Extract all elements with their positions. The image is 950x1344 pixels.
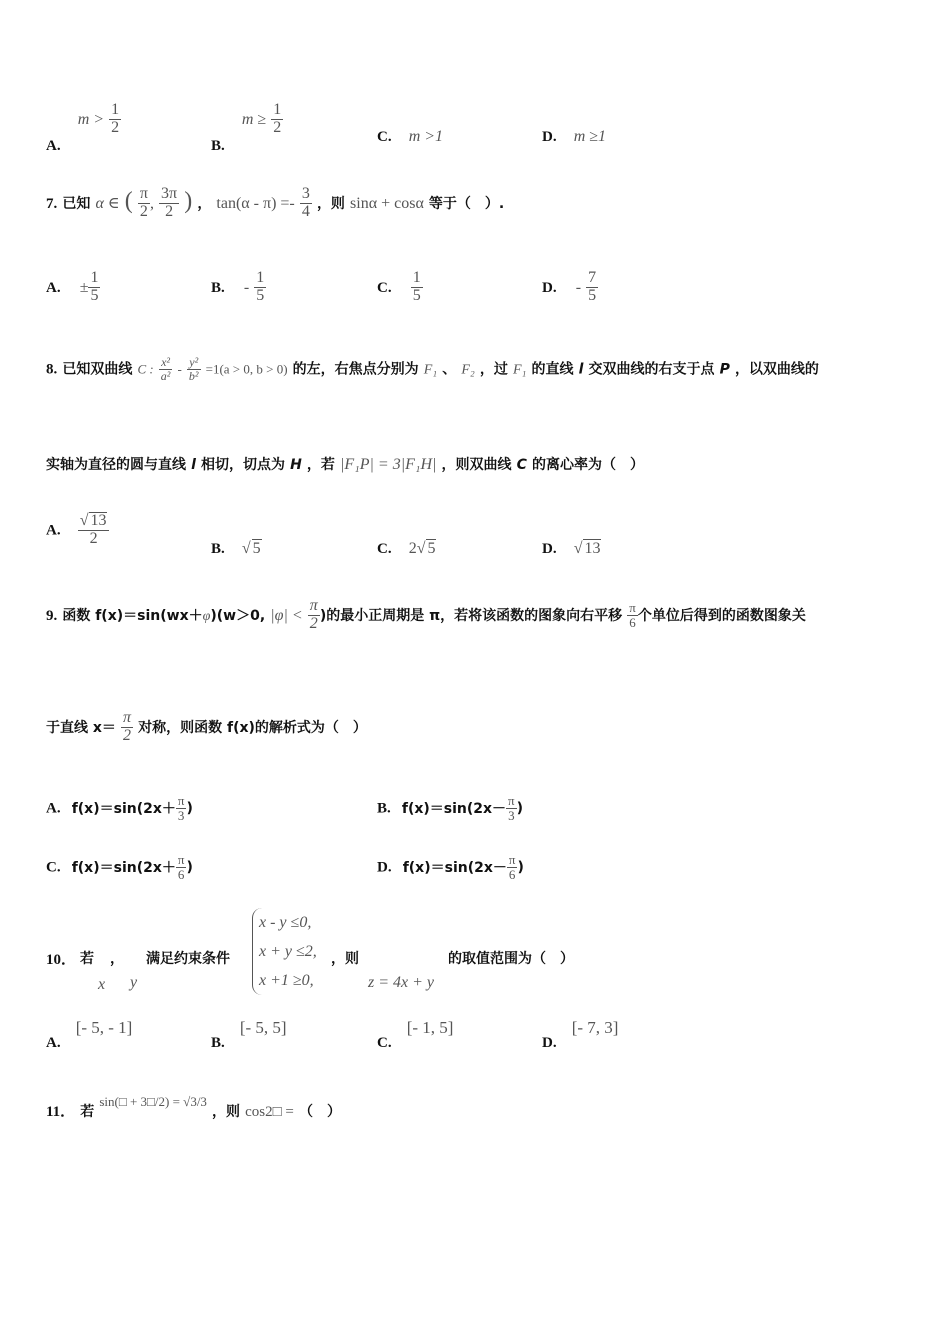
- q10-text: 满足约束条件: [146, 951, 230, 967]
- q8-text: 交双曲线的右支于点: [588, 361, 715, 378]
- option-fraction: $\frac{\pi}{3}$: [508, 793, 515, 823]
- option-label: D.: [542, 541, 557, 557]
- q9-option-b: [377, 794, 523, 822]
- q10-math-x: x: [98, 976, 106, 993]
- option-fraction: $\frac{√ 13}{2}$: [78, 512, 110, 548]
- q7-frac-3pi2: $\frac{3\pi}{2}$: [161, 185, 178, 220]
- q7-frac-pi2: $\frac{\pi}{2}$: [139, 185, 148, 220]
- q8-option-d: [542, 538, 601, 558]
- option-label: A.: [46, 800, 61, 817]
- q7-option-d: [542, 270, 598, 305]
- q8-stem-line2: [46, 454, 644, 474]
- q7-math-alpha: α ∈: [95, 194, 120, 212]
- q8-math: C :: [137, 361, 154, 377]
- q9-text: )(w＞0,: [210, 607, 266, 624]
- option-sign: -: [243, 278, 250, 296]
- q9-stem-line2: [46, 710, 367, 745]
- option-fraction: $\frac{1}{2}$: [273, 101, 282, 136]
- q9-option-a: [46, 794, 193, 822]
- option-text: ): [186, 800, 193, 817]
- question-number: 10．: [46, 952, 77, 968]
- q11-text: 若: [80, 1104, 95, 1120]
- q10-constraint: x + y ≤2,: [259, 943, 317, 960]
- q7-option-a: [46, 270, 100, 305]
- q10-constraint: x +1 ≥0,: [259, 972, 314, 989]
- q8-math: F₁: [512, 362, 527, 378]
- q11-math-cos: cos2□ =: [245, 1104, 294, 1120]
- q9-option-d: [377, 853, 524, 881]
- q9-stem-line1: [46, 598, 806, 633]
- q7-text: ，: [197, 195, 212, 212]
- option-math: m >1: [408, 128, 444, 145]
- q7-math-sum: sinα + cosα: [350, 194, 424, 212]
- option-label: C.: [377, 279, 392, 296]
- q10-option-d: [542, 1018, 619, 1051]
- q8-text: 的离心率为（ ）: [531, 457, 644, 473]
- q9-text: 于直线 x＝: [46, 719, 116, 736]
- q8-stem-line1: [46, 356, 819, 382]
- q8-text: ，过: [479, 361, 508, 378]
- option-label: D.: [542, 129, 557, 145]
- option-text: ): [186, 859, 193, 876]
- q8-math: =1(a > 0, b > 0): [205, 361, 288, 377]
- q10-text: ，: [110, 951, 124, 967]
- option-label: C.: [46, 859, 61, 876]
- option-label: A.: [46, 1035, 61, 1051]
- q10-text: ，则: [331, 951, 359, 967]
- q8-text: l: [191, 457, 196, 473]
- option-math: √ 13: [573, 540, 601, 557]
- option-sign: -: [575, 278, 582, 296]
- q7-stem: 7. 已知 α ∈ ( $\frac{\pi}{2}$ , $\frac{3\pi}{2}$ ) ， tan(α - π) =- $\frac{3}{4}$ ，则 sinα + cosα 等于（ ）.: [46, 185, 505, 220]
- q10-text: 若: [80, 951, 94, 967]
- option-fraction: $\frac{\pi}{3}$: [177, 793, 185, 823]
- q8-frac-y2b2: $\frac{\text{y²}}{\text{b²}}$: [188, 355, 199, 383]
- q7-frac-34: $\frac{3}{4}$: [301, 185, 310, 220]
- q6-option-c: [377, 126, 443, 146]
- option-math: [- 5, - 1]: [75, 1018, 133, 1037]
- option-fraction: $\frac{\pi}{6}$: [177, 852, 185, 882]
- q9-option-c: [46, 853, 193, 881]
- q7-text: ，则: [316, 195, 345, 212]
- option-label: B.: [377, 800, 391, 817]
- q9-text: 函数 f(x)＝sin(wx＋: [62, 607, 203, 624]
- q8-math: -: [177, 361, 182, 377]
- option-text: f(x)＝sin(2x－: [401, 800, 507, 817]
- option-fraction: $\frac{7}{5}$: [588, 269, 597, 304]
- q8-option-b: [211, 538, 262, 558]
- question-number: 8.: [46, 361, 58, 378]
- option-math: [- 7, 3]: [571, 1018, 619, 1037]
- option-fraction: $\frac{1}{5}$: [412, 269, 421, 304]
- question-number: 9.: [46, 607, 58, 624]
- q9-math: φ: [202, 608, 211, 624]
- q9-frac-pi2-b: $\frac{\pi}{2}$: [123, 709, 132, 744]
- q11-text: ，则: [212, 1104, 241, 1120]
- option-math: m ≥: [241, 110, 267, 128]
- q10-option-c: [377, 1018, 454, 1051]
- q7-text: 已知: [62, 195, 91, 212]
- q6-option-a: [46, 101, 121, 154]
- q8-text: 相切，切点为: [201, 457, 285, 473]
- q8-text: ，若: [306, 457, 335, 473]
- option-math: 2√ 5: [408, 540, 436, 557]
- option-fraction: $\frac{1}{5}$: [256, 269, 265, 304]
- option-label: C.: [377, 129, 392, 145]
- q7-math-tan: tan(α - π) =-: [216, 194, 295, 212]
- q10-math-y: y: [130, 974, 138, 991]
- q10-constraint: x - y ≤0,: [259, 914, 312, 931]
- q7-text: 等于（ ）.: [428, 195, 505, 212]
- paren-open: (: [124, 187, 133, 214]
- q10-option-b: [211, 1018, 287, 1051]
- q6-option-b: [211, 101, 283, 154]
- option-math: m ≥1: [573, 128, 607, 145]
- q10-option-a: [46, 1018, 133, 1051]
- option-fraction: $\frac{1}{2}$: [111, 101, 120, 136]
- option-label: D.: [542, 279, 557, 296]
- q9-frac-pi2: $\frac{\pi}{2}$: [309, 597, 318, 632]
- q9-text: )的最小正周期是 π，若将该函数的图象向右平移: [319, 607, 623, 624]
- q8-text: ，以双曲线的: [734, 361, 819, 378]
- q8-option-c: [377, 538, 436, 558]
- q8-text: 已知双曲线: [62, 361, 133, 378]
- option-label: A.: [46, 137, 61, 154]
- option-label: B.: [211, 279, 225, 296]
- q8-math: F₂: [461, 362, 475, 378]
- q8-text: P: [719, 361, 730, 378]
- option-label: D.: [377, 859, 392, 876]
- q6-option-d: [542, 126, 606, 146]
- q7-option-b: [211, 270, 266, 305]
- option-text: f(x)＝sin(2x＋: [71, 859, 176, 876]
- q9-frac-pi6: $\frac{\pi}{6}$: [629, 600, 636, 630]
- option-label: C.: [377, 1035, 392, 1051]
- option-math: m >: [77, 110, 105, 128]
- option-text: ): [516, 800, 524, 817]
- option-sign: ±: [79, 278, 89, 296]
- q9-math: |φ| <: [270, 606, 303, 624]
- q8-text: 实轴为直径的圆与直线: [46, 457, 186, 473]
- option-label: B.: [211, 541, 225, 557]
- q11-text: （ ）: [298, 1104, 341, 1120]
- option-label: A.: [46, 279, 61, 296]
- q9-text: 对称，则函数 f(x)的解析式为（ ）: [138, 719, 367, 736]
- q11-math-expr: sin(□ + 3□/2) = √3/3: [99, 1094, 207, 1109]
- option-label: D.: [542, 1035, 557, 1051]
- q10-math-z: z = 4x + y: [368, 974, 435, 991]
- option-fraction: $\frac{1}{5}$: [90, 269, 99, 304]
- q8-option-a: [46, 512, 109, 548]
- option-label: B.: [211, 137, 225, 154]
- option-text: ): [517, 859, 524, 876]
- option-math: [- 5, 5]: [239, 1018, 287, 1037]
- option-text: f(x)＝sin(2x＋: [71, 800, 176, 817]
- paren-close: ): [184, 187, 193, 214]
- option-text: f(x)＝sin(2x－: [402, 859, 507, 876]
- q8-text: ，则双曲线: [441, 457, 512, 473]
- q8-math-eq: |F₁P| = 3|F₁H|: [340, 456, 437, 473]
- q8-math: F₁: [423, 362, 438, 378]
- q8-text: l: [578, 361, 584, 378]
- option-math: √ 5: [241, 540, 261, 557]
- q8-frac-x2a2: $\frac{\text{x²}}{\text{a²}}$: [160, 355, 171, 383]
- q10-constraint-system: [252, 908, 317, 995]
- q7-option-c: [377, 270, 423, 305]
- option-label: C.: [377, 541, 392, 557]
- option-fraction: $\frac{\pi}{6}$: [508, 852, 516, 882]
- q9-text: 个单位后得到的函数图象关: [637, 607, 806, 624]
- q10-text: 的取值范围为（ ）: [448, 951, 574, 967]
- q11-stem: [46, 1094, 341, 1121]
- option-label: B.: [211, 1035, 225, 1051]
- q8-text: H: [290, 457, 302, 473]
- question-number: 7.: [46, 195, 58, 212]
- question-number: 11．: [46, 1104, 76, 1120]
- q8-text: 、: [442, 361, 457, 378]
- option-label: A.: [46, 522, 61, 539]
- q8-text: 的直线: [531, 361, 574, 378]
- q8-text: C: [516, 457, 527, 473]
- q8-text: 的左，右焦点分别为: [292, 361, 419, 378]
- option-math: [- 1, 5]: [406, 1018, 454, 1037]
